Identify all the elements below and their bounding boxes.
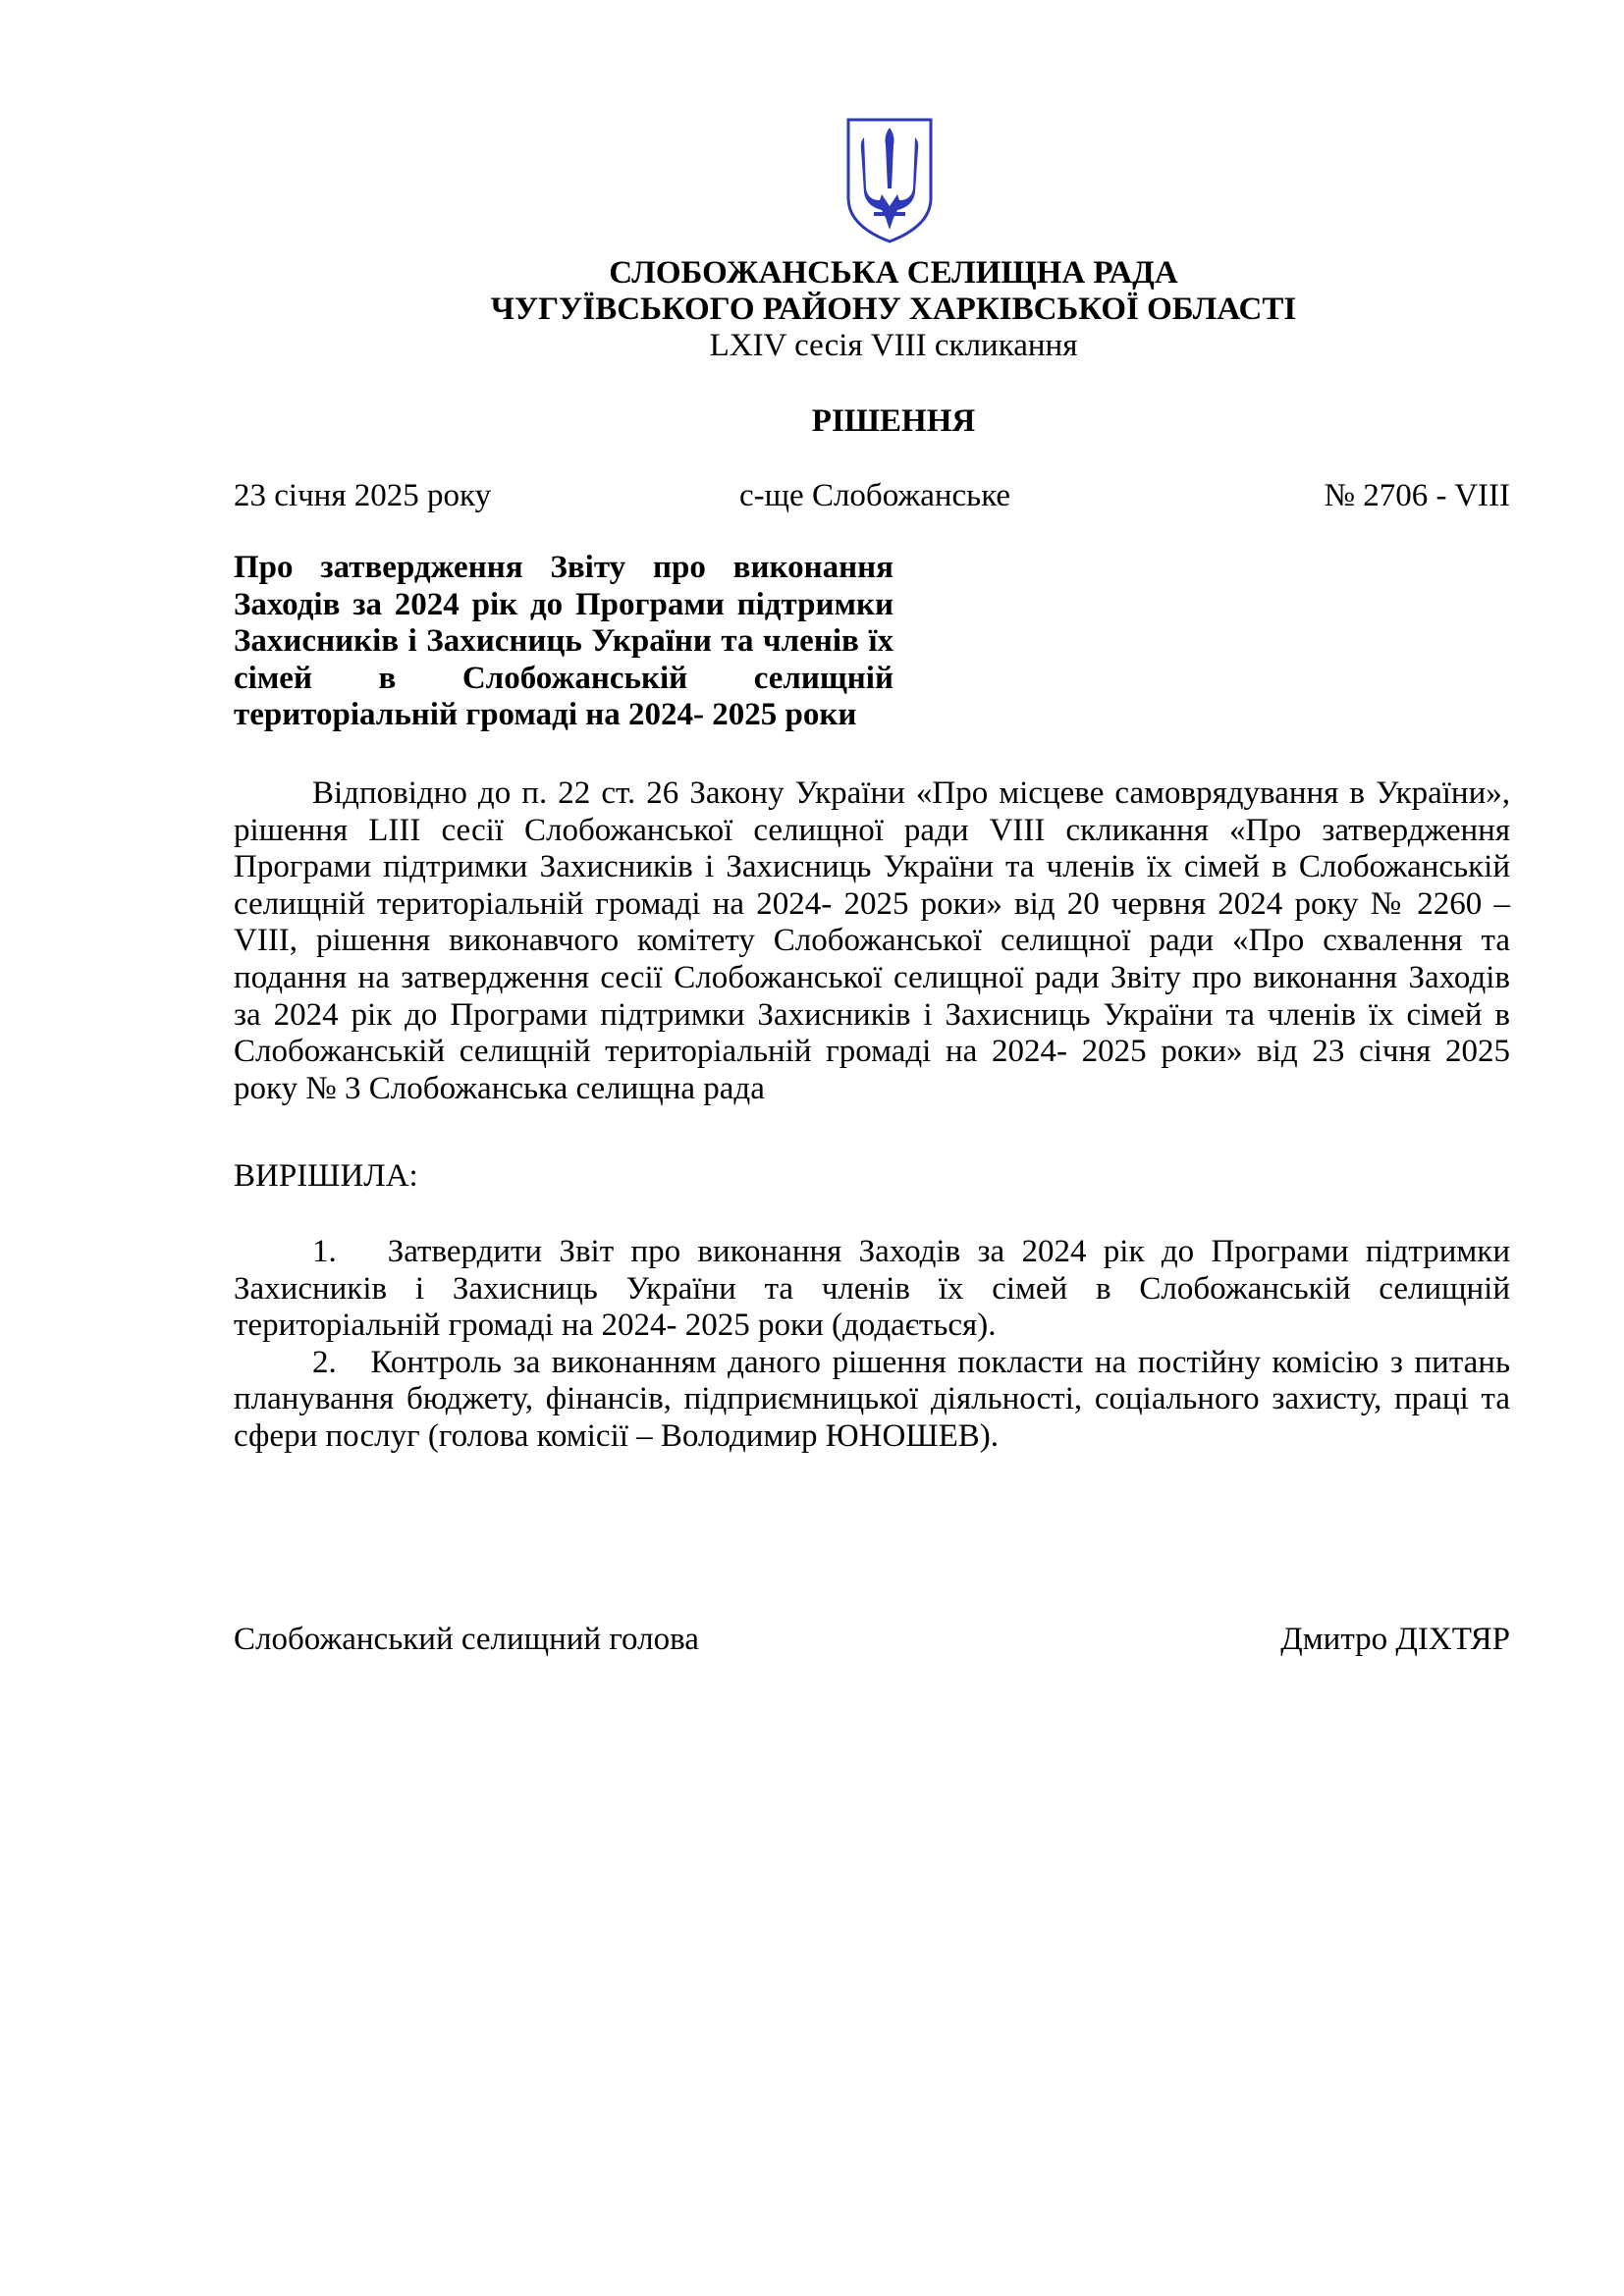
decision-place: с-ще Слобожанське [739, 478, 1011, 513]
preamble-paragraph: Відповідно до п. 22 ст. 26 Закону України «Про місцеве самоврядування в України», рішення LIII сесії Слобожанської селищної ради VIII скликання «Про затвердження Програми підтримки Захисників і Захисниць України та членів їх сімей в Слобожанській селищній територіальній громаді на 2024- 2025 роки» від 20 червня 2024 року № 2260 – VIII, рішення виконавчого комітету Слобожанської селищної ради «Про схвалення та подання на затвердження сесії Слобожанської селищної ради Звіту про виконання Заходів за 2024 рік до Програми підтримки Захисників і Захисниць України та членів їх сімей в Слобожанській селищній територіальній громаді на 2024- 2025 роки» від 23 січня 2025 року № 3 Слобожанська селищна рада [234, 775, 1510, 1106]
decision-date: 23 січня 2025 року [234, 478, 492, 513]
decision-number: № 2706 - VIII [1324, 478, 1510, 513]
council-name: СЛОБОЖАНСЬКА СЕЛИЩНА РАДА [609, 255, 1178, 291]
decision-subject: Про затвердження Звіту про виконання Заходів за 2024 рік до Програми підтримки Захисників і Захисниць України та членів їх сімей в Слобожанській селищній територіальній громаді на 2024- 2025 роки [234, 550, 893, 733]
signatory-position: Слобожанський селищний голова [234, 1622, 699, 1657]
session-line: LXIV сесія VIII скликання [709, 328, 1078, 363]
list-item [234, 1345, 1510, 1456]
item-number: 2. [312, 1344, 337, 1380]
resolution-items [234, 1234, 1510, 1456]
trident-emblem-icon [844, 116, 935, 245]
meta-row [234, 478, 1510, 517]
district-name: ЧУГУЇВСЬКОГО РАЙОНУ ХАРКІВСЬКОЇ ОБЛАСТІ [490, 292, 1297, 327]
resolved-heading: ВИРІШИЛА: [234, 1158, 418, 1194]
item-text: Контроль за виконанням даного рішення покласти на постійну комісію з питань планування бюджету, фінансів, підприємницької діяльності, соціального захисту, праці та сфери послуг (голова комісії – Володимир ЮНОШЕВ). [234, 1344, 1511, 1454]
item-text: Затвердити Звіт про виконання Заходів за 2024 рік до Програми підтримки Захисників і Захисниць України та членів їх сімей в Слобожанській селищній територіальній громаді на 2024- 2025 роки (додається). [234, 1234, 1510, 1344]
list-item [234, 1234, 1510, 1345]
document-type-title: РІШЕННЯ [811, 403, 976, 439]
signatory-name: Дмитро ДІХТЯР [1280, 1622, 1510, 1657]
signature-row [234, 1622, 1510, 1661]
item-number: 1. [312, 1234, 337, 1269]
